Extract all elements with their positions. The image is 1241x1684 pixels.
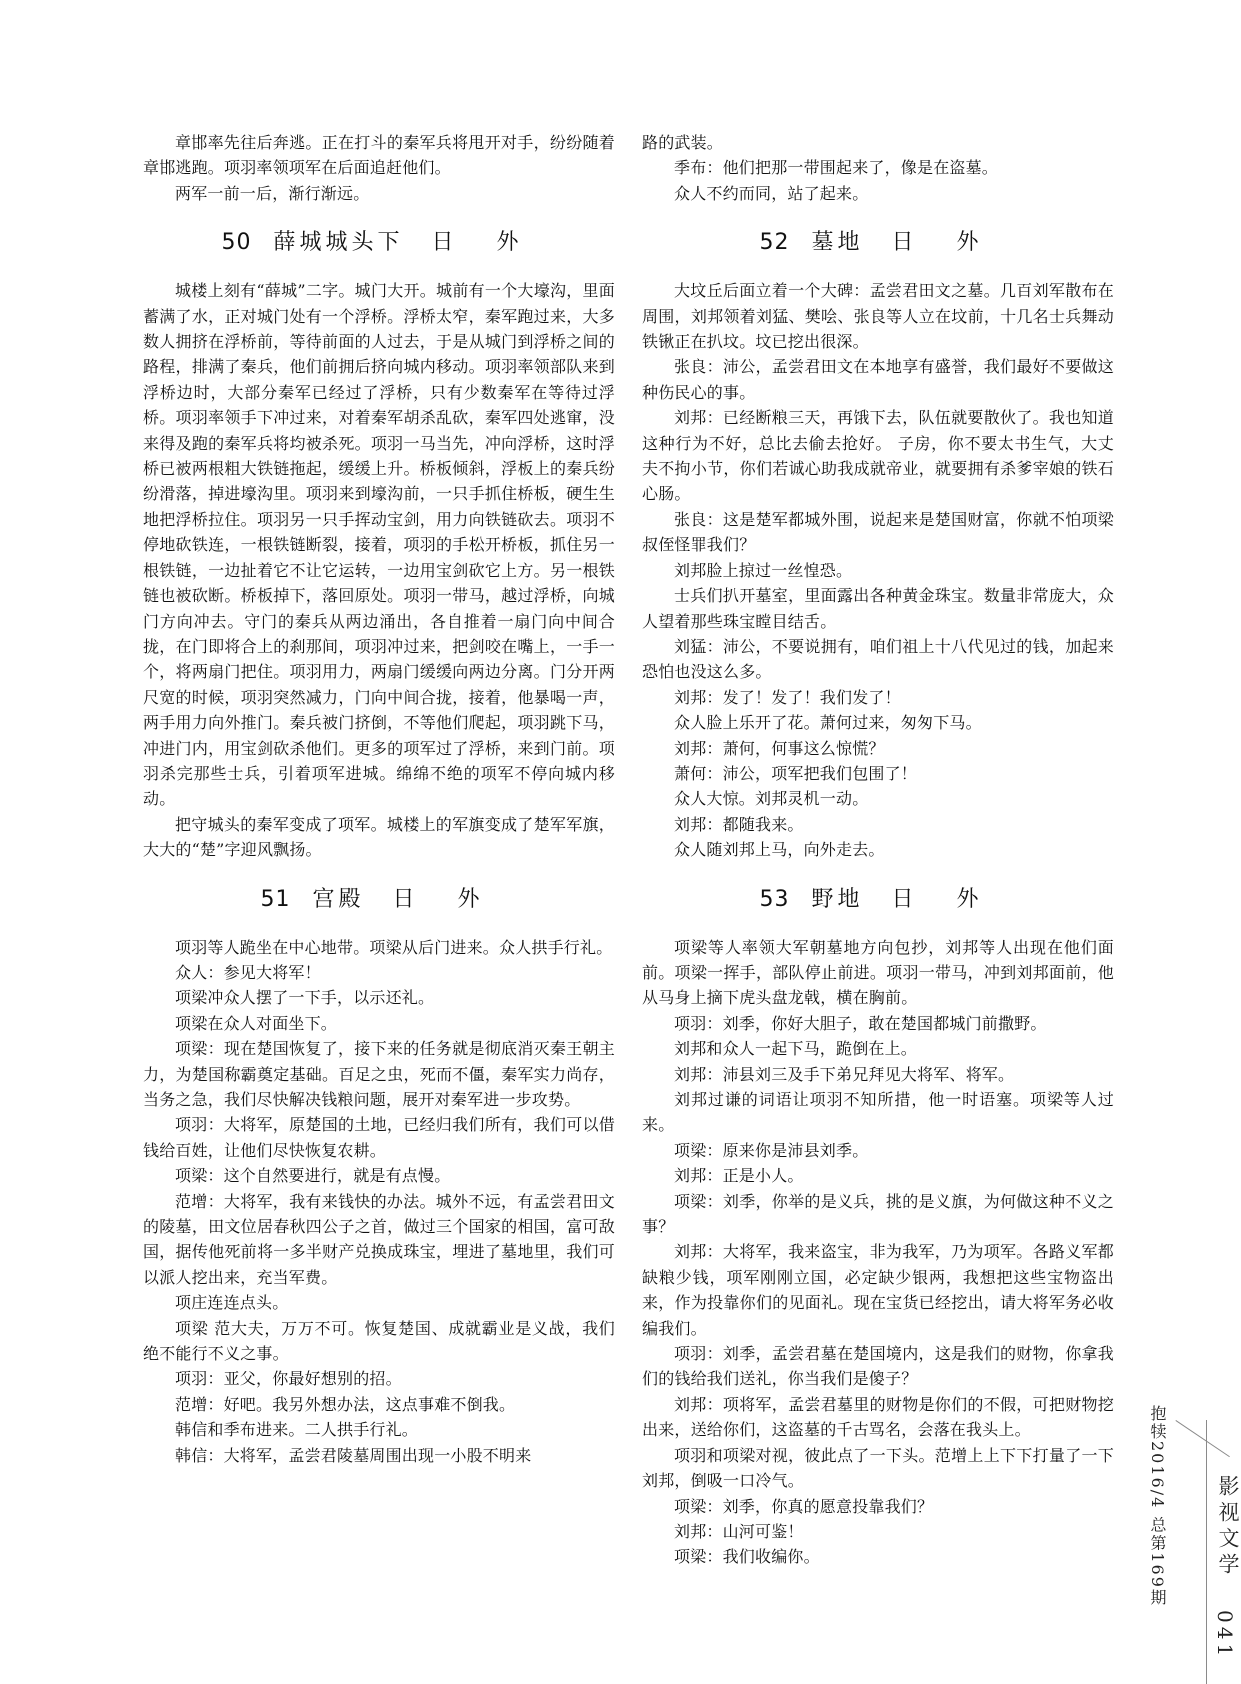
paragraph: 项梁：刘季，你真的愿意投靠我们？ <box>674 1496 934 1516</box>
paragraph: 刘邦脸上掠过一丝惶恐。 <box>674 560 853 580</box>
paragraph: 项梁：现在楚国恢复了，接下来的任务就是彻底消灭秦王朝主力，为楚国称霸奠定基础。百足之虫，死而不僵，秦军实力尚存，当务之急，我们尽快解决钱粮问题，展开对秦军进一步攻势。 <box>143 1039 615 1109</box>
scene-heading-50 <box>143 228 615 258</box>
paragraph: 刘邦：萧何，何事这么惊慌？ <box>674 738 885 758</box>
paragraph: 士兵们扒开墓室，里面露出各种黄金珠宝。数量非常庞大，众人望着那些珠宝瞠目结舌。 <box>642 586 1114 631</box>
paragraph: 刘邦过谦的词语让项羽不知所措，他一时语塞。项梁等人过来。 <box>642 1090 1114 1135</box>
paragraph: 范增：好吧。我另外想办法，这点事难不倒我。 <box>175 1394 516 1414</box>
paragraph: 项羽：刘季，孟尝君墓在楚国境内，这是我们的财物，你拿我们的钱给我们送礼，你当我们是傻子？ <box>642 1344 1114 1389</box>
paragraph: 众人随刘邦上马，向外走去。 <box>674 840 885 860</box>
paragraph: 项梁：刘季，你举的是义兵，挑的是义旗，为何做这种不义之事？ <box>642 1191 1114 1237</box>
paragraph: 城楼上刻有“薛城”二字。城门大开。城前有一个大壕沟，里面蓄满了水，正对城门处有一个浮桥。浮桥太窄，秦军跑过来，大多数人拥挤在浮桥前，等待前面的人过去，于是从城门到浮桥之间的路程，排满了秦兵，他们前拥后挤向城内移动。项羽率领部队来到浮桥边时，大部分秦军已经过了浮桥，只有少数秦军在等待过浮桥。项羽率领手下冲过来，对着秦军胡杀乱砍，秦军四处逃窜，没来得及跑的秦军兵将均被杀死。项羽一马当先，冲向浮桥，这时浮桥已被两根粗大铁链拖起，缓缓上升。桥板倾斜，浮板上的秦兵纷纷滑落，掉进壕沟里。项羽来到壕沟前，一只手抓住桥板，硬生生地把浮桥拉住。项羽另一只手挥动宝剑，用力向铁链砍去。项羽不停地砍铁连，一根铁链断裂，接着，项羽的手松开桥板，抓住另一根铁链，一边扯着它不让它运转，一边用宝剑砍它上方。另一根铁链也被砍断。桥板掉下，落回原处。项羽一带马，越过浮桥，向城门方向冲去。守门的秦兵从两边涌出，各自推着一扇门向中间合拢，在门即将合上的刹那间，项羽冲过来，把剑咬在嘴上，一手一个，将两扇门把住。项羽用力，两扇门缓缓向两边分离。门分开两尺宽的时候，项羽突然减力，门向中间合拢，接着，他暴喝一声，两手用力向外推门。秦兵被门挤倒，不等他们爬起，项羽跳下马，冲进门内，用宝剑砍杀他们。更多的项军过了浮桥，来到门前。项羽杀完那些士兵，引着项军进城。绵绵不绝的项军不停向城内移动。 <box>143 281 615 809</box>
paragraph: 刘邦：项将军，孟尝君墓里的财物是你们的不假，可把财物挖出来，送给你们，这盗墓的千古骂名，会落在我头上。 <box>642 1394 1114 1440</box>
page-number: 041 <box>1213 1610 1237 1661</box>
paragraph: 刘邦：发了！发了！我们发了！ <box>674 687 901 707</box>
scene-place: 墓地 <box>811 230 864 256</box>
paragraph: 把守城头的秦军变成了项军。城楼上的军旗变成了楚军军旗，大大的“楚”字迎风飘扬。 <box>143 814 615 860</box>
scene-time: 日 外 <box>891 886 997 912</box>
paragraph: 季布：他们把那一带围起来了，像是在盗墓。 <box>674 158 999 178</box>
paragraph: 萧何：沛公，项军把我们包围了！ <box>674 763 918 783</box>
paragraph: 张良：沛公，孟尝君田文在本地享有盛誉，我们最好不要做这种伤民心的事。 <box>642 357 1114 402</box>
issue-info: 抱犊2016/4 总第169期 <box>1148 1405 1167 1607</box>
scene-time: 日 外 <box>392 886 498 912</box>
scene-place: 宫殿 <box>312 886 365 912</box>
paragraph: 刘邦：已经断粮三天，再饿下去，队伍就要散伙了。我也知道这种行为不好，总比去偷去抢好。 子房，你不要太书生气，大丈夫不拘小节，你们若诚心助我成就帝业，就要拥有杀爹宰娘的铁石心肠。 <box>642 408 1114 504</box>
paragraph: 众人：参见大将军！ <box>175 962 321 982</box>
paragraph: 项庄连连点头。 <box>175 1293 289 1313</box>
scene-time: 日 外 <box>891 230 997 256</box>
paragraph: 项梁：我们收编你。 <box>674 1547 820 1567</box>
paragraph: 范增：大将军，我有来钱快的办法。城外不远，有孟尝君田文的陵墓，田文位居春秋四公子之首，做过三个国家的相国，富可敌国，据传他死前将一多半财产兑换成珠宝，埋进了墓地里，我们可以派人挖出来，充当军费。 <box>143 1191 615 1287</box>
paragraph: 项梁等人率领大军朝墓地方向包抄，刘邦等人出现在他们面前。项梁一挥手，部队停止前进。项羽一带马，冲到刘邦面前，他从马身上摘下虎头盘龙戟，横在胸前。 <box>642 937 1114 1008</box>
paragraph: 项羽：大将军，原楚国的土地，已经归我们所有，我们可以借钱给百姓，让他们尽快恢复农耕。 <box>143 1115 615 1160</box>
paragraph: 大坟丘后面立着一个大碑：孟尝君田文之墓。几百刘军散布在周围，刘邦领着刘猛、樊哙、张良等人立在坟前，十几名士兵舞动铁锹正在扒坟。坟已挖出很深。 <box>642 281 1114 352</box>
paragraph: 刘邦：正是小人。 <box>674 1166 804 1186</box>
left-column <box>143 130 615 1468</box>
scene-time: 日 外 <box>431 230 537 256</box>
scene-number: 53 <box>759 886 790 912</box>
paragraph: 刘邦：大将军，我来盗宝，非为我军，乃为项军。各路义军都缺粮少钱，项军刚刚立国，必定缺少银两，我想把这些宝物盗出来，作为投靠你们的见面礼。现在宝货已经挖出，请大将军务必收编我们。 <box>642 1242 1114 1338</box>
paragraph: 刘猛：沛公，不要说拥有，咱们祖上十八代见过的钱，加起来恐怕也没这么多。 <box>642 636 1114 682</box>
paragraph: 韩信和季布进来。二人拱手行礼。 <box>175 1420 419 1440</box>
scene-heading-53 <box>642 885 1114 915</box>
paragraph: 刘邦和众人一起下马，跪倒在上。 <box>674 1039 918 1059</box>
paragraph: 项梁：原来你是沛县刘季。 <box>674 1140 869 1160</box>
scene-place: 野地 <box>811 886 864 912</box>
scene-number: 51 <box>260 886 291 912</box>
paragraph: 项梁 范大夫，万万不可。恢复楚国、成就霸业是义战，我们绝不能行不义之事。 <box>143 1318 615 1364</box>
paragraph: 刘邦：都随我来。 <box>674 814 804 834</box>
paragraph: 刘邦：沛县刘三及手下弟兄拜见大将军、将军。 <box>674 1064 1015 1084</box>
footer-divider <box>1206 1420 1207 1684</box>
scene-heading-52 <box>642 228 1114 258</box>
paragraph: 项梁在众人对面坐下。 <box>175 1013 338 1033</box>
magazine-name: 影视文学 <box>1216 1475 1240 1579</box>
paragraph: 张良：这是楚军都城外围，说起来是楚国财富，你就不怕项梁叔侄怪罪我们？ <box>642 509 1114 555</box>
paragraph: 项梁：这个自然要进行，就是有点慢。 <box>175 1166 451 1186</box>
footer-corner-line <box>1175 1420 1229 1457</box>
paragraph: 章邯率先往后奔逃。正在打斗的秦军兵将甩开对手，纷纷随着章邯逃跑。项羽率领项军在后面追赶他们。 <box>143 133 615 178</box>
paragraph: 刘邦：山河可鉴！ <box>674 1521 804 1541</box>
paragraph: 项羽和项梁对视，彼此点了一下头。范增上上下下打量了一下刘邦，倒吸一口冷气。 <box>642 1445 1114 1491</box>
paragraph: 项羽：亚父，你最好想别的招。 <box>175 1369 402 1389</box>
paragraph: 众人大惊。刘邦灵机一动。 <box>674 789 869 809</box>
paragraph: 路的武装。 <box>642 133 724 152</box>
paragraph: 众人脸上乐开了花。萧何过来，匆匆下马。 <box>674 713 982 733</box>
scene-number: 50 <box>221 230 252 256</box>
scene-number: 52 <box>759 230 790 256</box>
paragraph: 众人不约而同，站了起来。 <box>674 183 869 203</box>
scene-heading-51 <box>143 885 615 915</box>
paragraph: 项羽：刘季，你好大胆子，敢在楚国都城门前撒野。 <box>674 1013 1047 1033</box>
paragraph: 两军一前一后，渐行渐远。 <box>175 183 370 203</box>
scene-place: 薛城城头下 <box>273 230 404 256</box>
paragraph: 项梁冲众人摆了一下手，以示还礼。 <box>175 988 435 1008</box>
paragraph: 韩信：大将军，孟尝君陵墓周围出现一小股不明来 <box>175 1445 532 1465</box>
paragraph: 项羽等人跪坐在中心地带。项梁从后门进来。众人拱手行礼。 <box>175 937 613 957</box>
right-column <box>642 130 1114 1570</box>
